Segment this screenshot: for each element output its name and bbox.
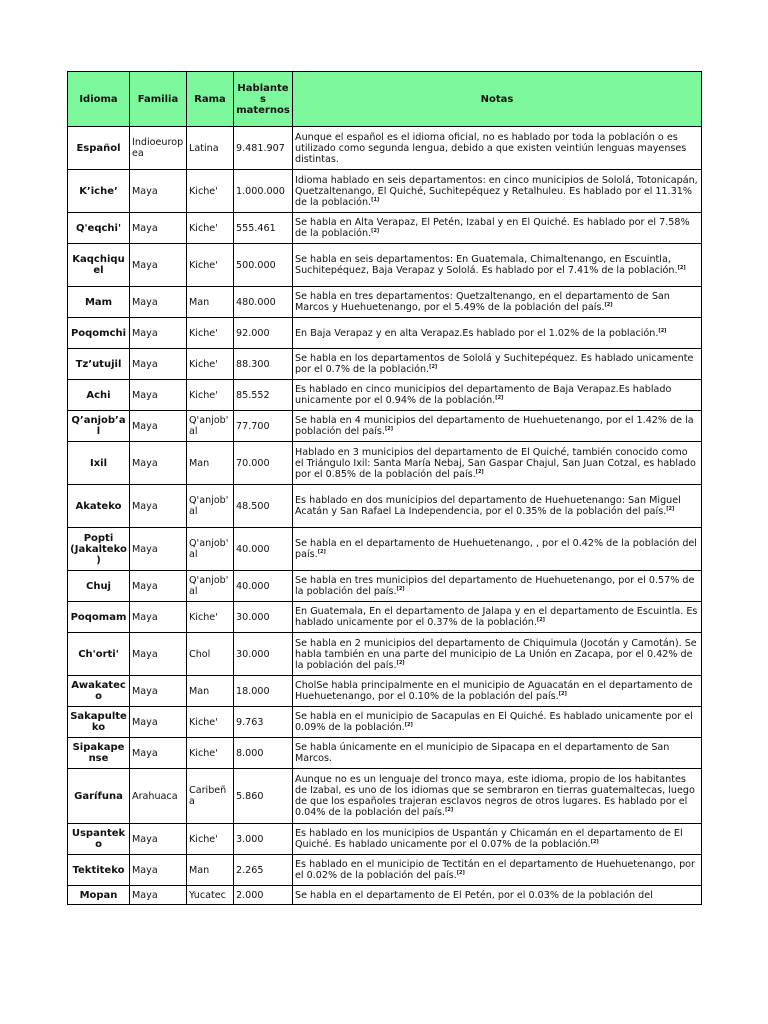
cell-rama-text: Man: [189, 296, 210, 308]
table-row: [68, 318, 702, 349]
cell-rama-text: Kiche': [189, 259, 218, 271]
cell-notas: [293, 528, 702, 571]
cell-hablantes-text: 480.000: [236, 296, 276, 308]
cell-notas-text: Aunque no es un lenguaje del tronco maya, este idioma, propio de los habitantes de Izabal, es uno de los idiomas que se sembraron en tierras guatemaltecas, luego de que los españoles trajeran esclavos negros de otros lugares. Es hablado por el 0.04% de la población del país.: [295, 774, 695, 818]
cell-notas-text: CholSe habla principalmente en el municipio de Aguacatán en el departamento de Huehuetenango, por el 0.10% de la población del país.: [295, 680, 693, 702]
cell-idioma: [68, 380, 130, 411]
header-hablantes: Hablantes maternos: [234, 72, 293, 127]
cell-notas-text: Hablado en 3 municipios del departamento de El Quiché, también conocido como el Triángulo Ixil: Santa María Nebaj, San Gaspar Chajul, San Juan Cotzal, es hablado por el 0.85% de la población del país.: [295, 446, 696, 480]
reference-link[interactable]: [2]: [456, 870, 465, 876]
cell-hablantes-text: 500.000: [236, 259, 276, 271]
cell-idioma: [68, 707, 130, 738]
cell-idioma: [68, 170, 130, 213]
cell-notas: [293, 380, 702, 411]
cell-notas-text: Es hablado en los municipios de Uspantán y Chicamán en el departamento de El Quiché. Es hablado unicamente por el 0.07% de la población.: [295, 828, 683, 850]
cell-rama: [187, 855, 234, 886]
table-row: [68, 380, 702, 411]
cell-notas-text: Se habla en seis departamentos: En Guatemala, Chimaltenango, en Escuintla, Suchitepéquez, Baja Verapaz y Sololá. Es hablado por el 7.41% de la población.: [295, 254, 678, 276]
cell-rama-text: Q'anjob'al: [189, 575, 229, 597]
cell-notas-text: Se habla en Alta Verapaz, El Petén, Izabal y en El Quiché. Es hablado por el 7.58% de la población.: [295, 217, 690, 239]
cell-rama-text: Kiche': [189, 358, 218, 370]
table-row: [68, 769, 702, 824]
cell-idioma: [68, 485, 130, 528]
cell-hablantes: [234, 380, 293, 411]
table-row: [68, 244, 702, 287]
cell-rama-text: Kiche': [189, 747, 218, 759]
reference-link[interactable]: [2]: [404, 722, 413, 728]
cell-familia-text: Maya: [132, 747, 158, 759]
cell-notas: [293, 886, 702, 905]
cell-idioma: [68, 886, 130, 905]
cell-rama-text: Yucatec: [189, 889, 226, 901]
reference-link[interactable]: [2]: [495, 395, 504, 401]
cell-hablantes-text: 92.000: [236, 327, 270, 339]
cell-idioma: [68, 244, 130, 287]
cell-hablantes: [234, 349, 293, 380]
cell-familia-text: Arahuaca: [132, 790, 178, 802]
cell-hablantes-text: 30.000: [236, 611, 270, 623]
cell-idioma: [68, 127, 130, 170]
cell-familia-text: Maya: [132, 648, 158, 660]
table-row: [68, 855, 702, 886]
cell-idioma: [68, 442, 130, 485]
cell-notas: [293, 411, 702, 442]
reference-link[interactable]: [2]: [666, 506, 675, 512]
reference-link[interactable]: [2]: [371, 228, 380, 234]
reference-link[interactable]: [2]: [558, 691, 567, 697]
reference-link[interactable]: [2]: [396, 586, 405, 592]
cell-familia: [130, 244, 187, 287]
cell-idioma: [68, 769, 130, 824]
cell-familia: [130, 349, 187, 380]
cell-idioma-text: Tektiteko: [72, 864, 125, 876]
cell-notas: [293, 602, 702, 633]
cell-notas-text: En Guatemala, En el departamento de Jalapa y en el departamento de Escuintla. Es hablado unicamente por el 0.37% de la población.: [295, 606, 698, 628]
header-notas: Notas: [293, 72, 702, 127]
cell-notas-text: Se habla en 2 municipios del departamento de Chiquimula (Jocotán y Camotán). Se habla también en una parte del municipio de La Unión en Zacapa, por el 0.42% de la población del país.: [295, 637, 697, 671]
reference-link[interactable]: [2]: [677, 265, 686, 271]
cell-idioma-text: K’iche’: [79, 185, 118, 197]
cell-familia: [130, 707, 187, 738]
cell-familia: [130, 287, 187, 318]
cell-notas-text: En Baja Verapaz y en alta Verapaz.Es hablado por el 1.02% de la población.: [295, 327, 659, 339]
cell-rama: [187, 485, 234, 528]
cell-hablantes: [234, 571, 293, 602]
cell-rama: [187, 170, 234, 213]
cell-rama-text: Man: [189, 457, 210, 469]
cell-rama: [187, 442, 234, 485]
reference-link[interactable]: [2]: [590, 839, 599, 845]
table-row: [68, 571, 702, 602]
cell-familia-text: Maya: [132, 580, 158, 592]
cell-familia: [130, 380, 187, 411]
cell-hablantes-text: 9.481.907: [236, 142, 285, 154]
cell-idioma: [68, 738, 130, 769]
cell-rama: [187, 602, 234, 633]
cell-idioma-text: Q'eqchi': [75, 222, 122, 234]
cell-rama-text: Kiche': [189, 185, 218, 197]
cell-rama-text: Kiche': [189, 327, 218, 339]
reference-link[interactable]: [2]: [384, 426, 393, 432]
cell-rama: [187, 213, 234, 244]
cell-idioma: [68, 571, 130, 602]
cell-hablantes-text: 70.000: [236, 457, 270, 469]
cell-notas: [293, 738, 702, 769]
cell-rama-text: Q'anjob'al: [189, 415, 229, 437]
cell-familia-text: Maya: [132, 259, 158, 271]
cell-hablantes: [234, 886, 293, 905]
cell-familia: [130, 442, 187, 485]
cell-hablantes-text: 555.461: [236, 222, 276, 234]
cell-rama: [187, 676, 234, 707]
cell-familia: [130, 571, 187, 602]
cell-rama: [187, 571, 234, 602]
cell-notas-text: Aunque el español es el idioma oficial, no es hablado por toda la población o es utilizado como segunda lengua, debido a que existen veintiún lenguas mayenses distintas.: [295, 131, 687, 165]
cell-idioma: [68, 855, 130, 886]
cell-hablantes: [234, 442, 293, 485]
cell-rama-text: Q'anjob'al: [189, 538, 229, 560]
cell-notas: [293, 824, 702, 855]
cell-rama: [187, 824, 234, 855]
cell-familia-text: Indioeuropea: [132, 137, 184, 159]
cell-rama-text: Kiche': [189, 222, 218, 234]
cell-idioma-text: Awakateco: [71, 680, 126, 702]
cell-hablantes-text: 1.000.000: [236, 185, 285, 197]
cell-hablantes: [234, 244, 293, 287]
cell-rama: [187, 738, 234, 769]
cell-familia: [130, 170, 187, 213]
cell-familia: [130, 738, 187, 769]
reference-link[interactable]: [2]: [475, 468, 484, 475]
cell-familia-text: Maya: [132, 358, 158, 370]
cell-hablantes-text: 40.000: [236, 580, 270, 592]
cell-hablantes: [234, 170, 293, 213]
cell-hablantes-text: 5.860: [236, 790, 264, 802]
cell-notas-text: Es hablado en dos municipios del departamento de Huehuetenango: San Miguel Acatán y San Rafael La Independencia, por el 0.35% de la población del país.: [295, 495, 681, 517]
reference-link[interactable]: [2]: [536, 617, 545, 623]
cell-rama: [187, 318, 234, 349]
cell-notas: [293, 127, 702, 170]
table-row: [68, 485, 702, 528]
header-idioma: Idioma: [68, 72, 130, 127]
cell-hablantes: [234, 213, 293, 244]
cell-hablantes: [234, 602, 293, 633]
header-rama: Rama: [187, 72, 234, 127]
reference-link[interactable]: [2]: [445, 807, 454, 813]
cell-rama: [187, 633, 234, 676]
cell-rama: [187, 349, 234, 380]
cell-idioma-text: Mam: [84, 296, 113, 308]
cell-familia: [130, 213, 187, 244]
table-row: [68, 528, 702, 571]
cell-hablantes-text: 48.500: [236, 500, 270, 512]
cell-notas: [293, 676, 702, 707]
table-row: [68, 886, 702, 905]
table-row: [68, 170, 702, 213]
cell-notas: [293, 571, 702, 602]
cell-rama: [187, 127, 234, 170]
cell-familia-text: Maya: [132, 543, 158, 555]
cell-hablantes-text: 40.000: [236, 543, 270, 555]
cell-notas: [293, 213, 702, 244]
header-row: [68, 72, 702, 127]
cell-rama: [187, 244, 234, 287]
cell-idioma-text: Mopan: [79, 889, 118, 901]
cell-rama-text: Chol: [189, 648, 211, 660]
table-row: [68, 442, 702, 485]
cell-hablantes: [234, 485, 293, 528]
cell-familia: [130, 485, 187, 528]
cell-hablantes-text: 8.000: [236, 747, 264, 759]
cell-rama-text: Man: [189, 864, 210, 876]
cell-hablantes: [234, 127, 293, 170]
cell-familia-text: Maya: [132, 716, 158, 728]
cell-hablantes-text: 3.000: [236, 833, 264, 845]
cell-notas-text: Se habla en tres departamentos: Quetzaltenango, en el departamento de San Marcos y Huehuetenango, por el 5.49% de la población del país.: [295, 291, 670, 313]
table-row: [68, 676, 702, 707]
cell-idioma: [68, 411, 130, 442]
cell-hablantes-text: 9.763: [236, 716, 264, 728]
cell-hablantes: [234, 528, 293, 571]
reference-link[interactable]: [1]: [371, 196, 380, 203]
cell-familia-text: Maya: [132, 500, 158, 512]
cell-rama: [187, 769, 234, 824]
cell-familia: [130, 411, 187, 442]
cell-rama-text: Kiche': [189, 716, 218, 728]
cell-hablantes-text: 2.000: [236, 889, 264, 901]
cell-notas: [293, 769, 702, 824]
cell-hablantes: [234, 411, 293, 442]
cell-notas: [293, 170, 702, 213]
cell-rama-text: Kiche': [189, 611, 218, 623]
table-row: [68, 213, 702, 244]
reference-link[interactable]: [2]: [658, 327, 667, 334]
cell-idioma: [68, 676, 130, 707]
cell-familia-text: Maya: [132, 389, 158, 401]
cell-idioma-text: Sipakapense: [72, 742, 125, 764]
table-row: [68, 738, 702, 769]
cell-rama: [187, 528, 234, 571]
cell-hablantes: [234, 676, 293, 707]
reference-link[interactable]: [2]: [604, 302, 613, 308]
cell-familia-text: Maya: [132, 327, 158, 339]
cell-idioma-text: Achi: [86, 389, 111, 401]
cell-notas-text: Se habla en 4 municipios del departamento de Huehuetenango, por el 1.42% de la población del país.: [295, 415, 694, 437]
cell-idioma-text: Uspanteko: [71, 828, 126, 850]
cell-notas: [293, 244, 702, 287]
cell-notas-text: Se habla en tres municipios del departamento de Huehuetenango, por el 0.57% de la población del país.: [295, 575, 695, 597]
reference-link[interactable]: [2]: [396, 659, 405, 666]
cell-hablantes: [234, 855, 293, 886]
cell-idioma: [68, 318, 130, 349]
cell-familia: [130, 676, 187, 707]
cell-familia: [130, 127, 187, 170]
cell-hablantes: [234, 287, 293, 318]
table-row: [68, 127, 702, 170]
cell-notas-text: Es hablado en el municipio de Tectitán en el departamento de Huehuetenango, por el 0.02% de la población del país.: [295, 859, 695, 881]
cell-notas-text: Se habla únicamente en el municipio de Sipacapa en el departamento de San Marcos.: [295, 742, 670, 764]
cell-notas-text: Idioma hablado en seis departamentos: en cinco municipios de Sololá, Totonicapán, Quetzaltenango, El Quiché, Suchitepéquez y Retalhuleu. Es hablado por el 11.31% de la población.: [295, 174, 698, 208]
cell-familia-text: Maya: [132, 296, 158, 308]
cell-hablantes: [234, 633, 293, 676]
cell-rama: [187, 886, 234, 905]
table-row: [68, 602, 702, 633]
header-familia: Familia: [130, 72, 187, 127]
cell-idioma-text: Ixil: [89, 457, 108, 469]
cell-idioma-text: Chuj: [85, 580, 111, 592]
table-row: [68, 287, 702, 318]
cell-idioma-text: Q’anjob’al: [71, 415, 126, 437]
cell-hablantes: [234, 769, 293, 824]
cell-familia-text: Maya: [132, 611, 158, 623]
cell-rama: [187, 707, 234, 738]
cell-idioma-text: Poqomchi: [70, 327, 127, 339]
languages-table: [67, 71, 702, 905]
cell-familia: [130, 824, 187, 855]
cell-notas: [293, 707, 702, 738]
cell-notas: [293, 318, 702, 349]
cell-notas: [293, 855, 702, 886]
table-row: [68, 633, 702, 676]
cell-idioma-text: Ch'orti': [78, 648, 119, 660]
cell-familia: [130, 855, 187, 886]
cell-familia: [130, 886, 187, 905]
cell-hablantes-text: 2.265: [236, 864, 264, 876]
cell-familia: [130, 602, 187, 633]
cell-idioma: [68, 287, 130, 318]
cell-familia: [130, 528, 187, 571]
cell-rama: [187, 411, 234, 442]
cell-rama-text: Man: [189, 685, 210, 697]
cell-familia: [130, 318, 187, 349]
cell-familia-text: Maya: [132, 222, 158, 234]
cell-hablantes: [234, 738, 293, 769]
cell-idioma: [68, 349, 130, 380]
cell-idioma-text: Kaqchiquel: [72, 254, 125, 276]
cell-familia-text: Maya: [132, 685, 158, 697]
cell-notas: [293, 633, 702, 676]
cell-rama-text: Caribeña: [189, 785, 227, 807]
cell-notas-text: Se habla en el municipio de Sacapulas en El Quiché. Es hablado unicamente por el 0.09% de la población.: [295, 711, 693, 733]
cell-idioma: [68, 602, 130, 633]
reference-link[interactable]: [2]: [317, 549, 326, 555]
cell-idioma-text: Popti (Jakalteko): [70, 532, 127, 566]
cell-notas: [293, 287, 702, 318]
table-row: [68, 707, 702, 738]
cell-idioma: [68, 824, 130, 855]
cell-hablantes: [234, 707, 293, 738]
reference-link[interactable]: [2]: [429, 364, 438, 370]
cell-notas: [293, 349, 702, 380]
cell-familia-text: Maya: [132, 864, 158, 876]
cell-idioma: [68, 528, 130, 571]
cell-notas-text: Se habla en el departamento de Huehuetenango, , por el 0.42% de la población del país.: [295, 538, 697, 560]
cell-rama: [187, 380, 234, 411]
table-row: [68, 824, 702, 855]
cell-hablantes-text: 30.000: [236, 648, 270, 660]
cell-familia-text: Maya: [132, 420, 158, 432]
cell-rama-text: Q'anjob'al: [189, 495, 229, 517]
cell-familia-text: Maya: [132, 889, 158, 901]
cell-hablantes-text: 85.552: [236, 389, 270, 401]
cell-idioma-text: Sakapulteko: [70, 711, 127, 733]
cell-idioma-text: Poqomam: [70, 611, 127, 623]
cell-idioma: [68, 213, 130, 244]
table-row: [68, 349, 702, 380]
cell-idioma-text: Garífuna: [74, 790, 123, 802]
cell-hablantes: [234, 318, 293, 349]
cell-hablantes-text: 77.700: [236, 420, 270, 432]
cell-familia-text: Maya: [132, 185, 158, 197]
cell-familia-text: Maya: [132, 833, 158, 845]
cell-familia: [130, 633, 187, 676]
cell-rama-text: Latina: [189, 142, 219, 154]
cell-rama: [187, 287, 234, 318]
cell-hablantes: [234, 824, 293, 855]
cell-notas: [293, 485, 702, 528]
cell-idioma: [68, 633, 130, 676]
cell-notas-text: Es hablado en cinco municipios del departamento de Baja Verapaz.Es hablado unicamente por el 0.94% de la población.: [295, 384, 672, 406]
cell-idioma-text: Español: [76, 142, 121, 154]
cell-familia: [130, 769, 187, 824]
cell-idioma-text: Tz’utujil: [75, 358, 122, 370]
cell-notas-text: Se habla en los departamentos de Sololá y Suchitepéquez. Es hablado unicamente por el 0.7% de la población.: [295, 353, 694, 375]
cell-rama-text: Kiche': [189, 389, 218, 401]
cell-notas-text: Se habla en el departamento de El Petén, por el 0.03% de la población del: [295, 889, 653, 901]
cell-hablantes-text: 18.000: [236, 685, 270, 697]
cell-notas: [293, 442, 702, 485]
cell-hablantes-text: 88.300: [236, 358, 270, 370]
table-row: [68, 411, 702, 442]
cell-rama-text: Kiche': [189, 833, 218, 845]
cell-familia-text: Maya: [132, 457, 158, 469]
cell-idioma-text: Akateko: [75, 500, 122, 512]
